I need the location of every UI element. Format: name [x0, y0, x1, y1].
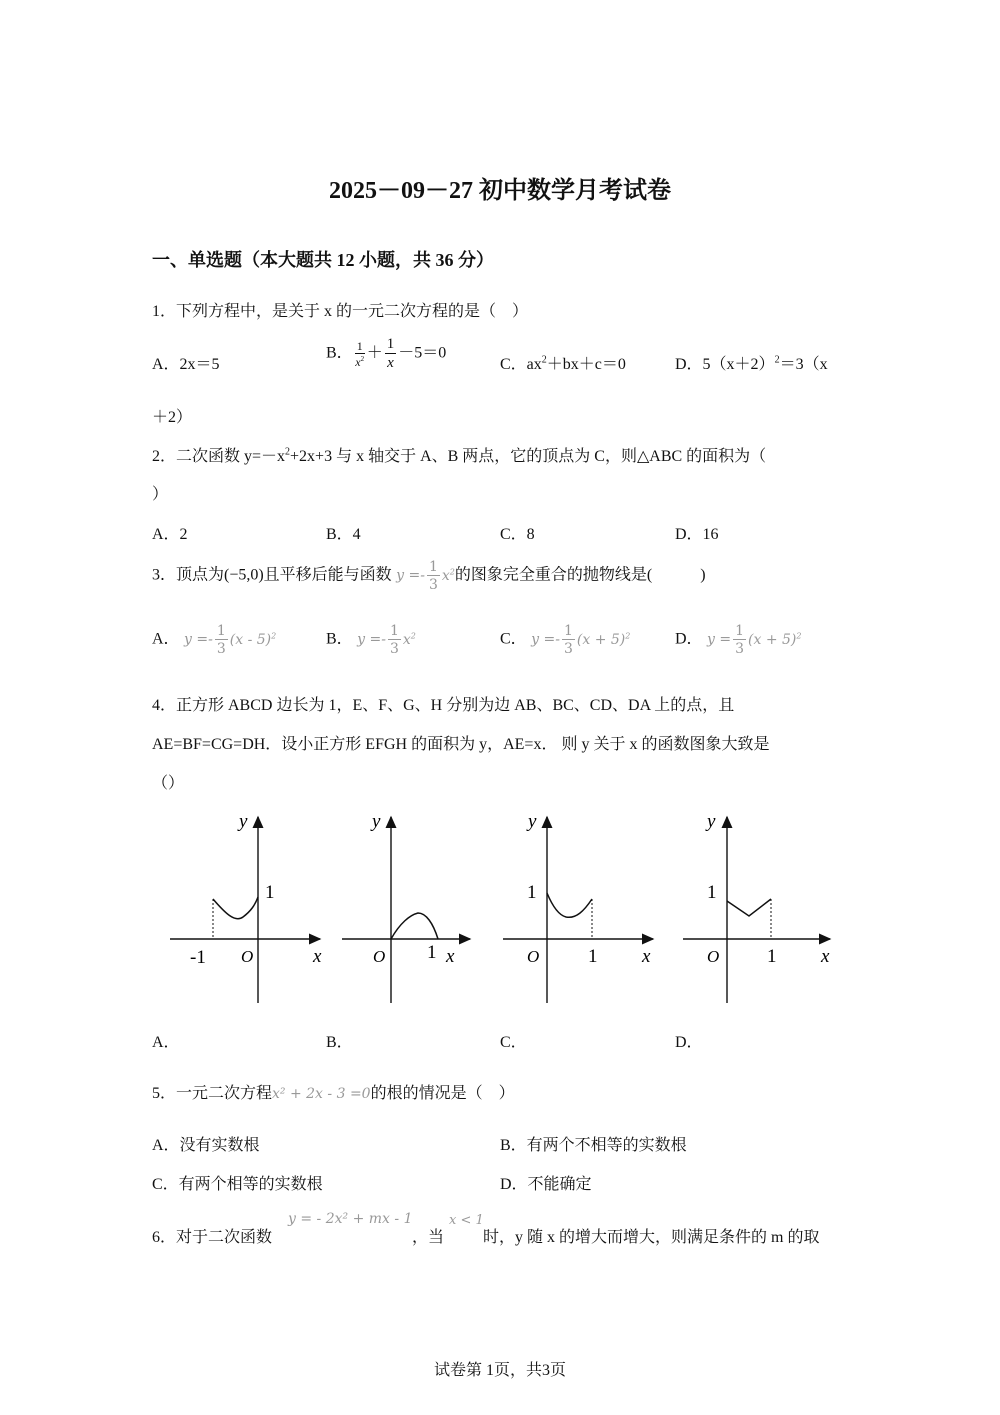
section-heading: 一、单选题（本大题共 12 小题，共 36 分） [152, 250, 494, 270]
q6-stem-c: 时，y 随 x 的增大而增大，则满足条件的 m 的取 [483, 1229, 820, 1246]
graph-a-neg-one-label: -1 [190, 947, 206, 968]
graph-a-x-label: x [313, 946, 322, 967]
q1-option-d-text: D．5（x＋2） [675, 356, 775, 373]
q2-stem-b: +2x+3 与 x 轴交于 A、B 两点，它的顶点为 C，则△ABC 的面积为（ [290, 448, 767, 465]
q2-stem: 2．二次函数 $y=-x^2+2x+3$ 与 x 轴交于 A、B 两点，它的顶点为 C，则△ABC 的面积为（ [152, 446, 767, 465]
graph-d-x-label: x [821, 946, 830, 967]
q5-stem-b: 的根的情况是（ ） [370, 1085, 515, 1102]
graph-d-y-label: y [707, 811, 716, 832]
q1-option-d: D．$5(x+2)^2=3(x$ [675, 354, 828, 373]
q1-stem: 1．下列方程中，是关于 x 的一元二次方程的是（ ） [152, 303, 529, 320]
q5-option-a: A．没有实数根 [152, 1137, 260, 1154]
q2-stem-wrap: ） [152, 486, 169, 503]
page-footer: 试卷第 1页，共3页 [433, 1362, 566, 1379]
q4-option-d: D． [675, 1034, 703, 1051]
graph-b-x-label: x [446, 946, 455, 967]
q2-option-d: D．16 [675, 526, 719, 543]
graph-c-origin-label: O [527, 947, 540, 966]
graph-c-one-x-label: 1 [588, 946, 598, 967]
q3-stem-b: 的图象完全重合的抛物线是( ) [454, 566, 706, 584]
q1-option-d-wrap: ＋2） [152, 409, 193, 426]
graph-a-y-label: y [239, 811, 248, 832]
q1-option-b-label: B． [326, 344, 353, 362]
q5-option-c: C．有两个相等的实数根 [152, 1176, 323, 1193]
q5-equation: x² + 2x - 3 =0 [272, 1086, 371, 1102]
q4-stem-line1: 4．正方形 ABCD 边长为 1，E、F、G、H 分别为边 AB、BC、CD、DA 上的点，且 [152, 697, 735, 714]
q3-option-a: A． y =- $\frac{1}{3}$ (x - 5)$^2$ [152, 623, 277, 657]
q4-stem-line2: AE=BF=CG=DH．设小正方形 EFGH 的面积为 y，AE=x． 则 y 关于 x 的函数图象大致是 [152, 736, 770, 753]
q6-stem-a: 6．对于二次函数 [152, 1229, 273, 1246]
q5-option-d: D．不能确定 [500, 1176, 592, 1193]
q2-option-a: A．2 [152, 526, 188, 543]
q5-stem-a: 5．一元二次方程 [152, 1085, 273, 1102]
graph-b-origin-label: O [373, 947, 386, 966]
q3-option-b: B． y =- $\frac{1}{3}$ $x^2$ [326, 623, 416, 657]
q4-option-a: A． [152, 1034, 180, 1051]
q1-option-c-text: C．ax [500, 356, 542, 373]
graph-c-y-label: y [528, 811, 537, 832]
q6-stem-b: ，当 [412, 1229, 445, 1246]
q3-option-d: D． y = $\frac{1}{3}$ $(x + 5)^2$ [675, 623, 802, 657]
q3-option-a-label: A． [152, 630, 180, 648]
q2-stem-a: 2．二次函数 y=－x [152, 448, 286, 465]
page-title: 2025－09－27 初中数学月考试卷 [329, 178, 671, 204]
q3-option-d-label: D． [675, 630, 703, 648]
q3-option-c-label: C． [500, 630, 527, 648]
q3-option-c: C． y =- $\frac{1}{3}$ $(x + 5)^2$ [500, 623, 631, 657]
q5-stem [152, 1080, 515, 1103]
q1-option-a: A．2x＝5 [152, 356, 220, 373]
graph-d-one-x-label: 1 [767, 946, 777, 967]
q3-option-b-label: B． [326, 630, 353, 648]
q4-graph-a [165, 805, 330, 1010]
q4-option-c: C． [500, 1034, 527, 1051]
graph-a-origin-label: O [241, 947, 254, 966]
q1-option-b: B． $\frac{1}{x^2}$ ＋ $\frac{1}{x}$ －5＝0 [326, 336, 447, 371]
q4-graph-d [680, 805, 840, 1010]
q2-option-b: B．4 [326, 526, 361, 543]
q4-stem-line3: （） [152, 775, 185, 792]
graph-a-one-label: 1 [265, 882, 275, 903]
q1-option-b-plus: ＋ [366, 344, 383, 362]
q4-option-b: B． [326, 1034, 353, 1051]
graph-c-one-y-label: 1 [527, 882, 537, 903]
q2-option-c: C．8 [500, 526, 535, 543]
graph-c-x-label: x [642, 946, 651, 967]
q5-option-b: B．有两个不相等的实数根 [500, 1137, 687, 1154]
q4-graph-b [338, 805, 483, 1010]
graph-d-one-y-label: 1 [707, 882, 717, 903]
q6-condition: x < 1 [449, 1213, 484, 1228]
q6-equation: y = - 2x² + mx - 1 [288, 1211, 413, 1227]
q3-stem: 3．顶点为(−5,0)且平移后能与函数 y =- $\frac{1}{3}$ $x^2$的图象完全重合的抛物线是( ) [152, 559, 706, 593]
q1-option-c-tail: ＋bx＋c＝0 [546, 356, 626, 373]
q1-option-b-tail: －5＝0 [398, 344, 447, 362]
graph-d-origin-label: O [707, 947, 720, 966]
graph-b-one-label: 1 [427, 942, 437, 963]
q1-option-c: C．$ax^2+bx+c=0$ [500, 354, 626, 373]
q3-stem-a: 3．顶点为(−5,0)且平移后能与函数 [152, 566, 392, 584]
q1-option-d-tail: ＝3（x [779, 356, 828, 373]
q4-graph-c [500, 805, 665, 1010]
graph-b-y-label: y [372, 811, 381, 832]
